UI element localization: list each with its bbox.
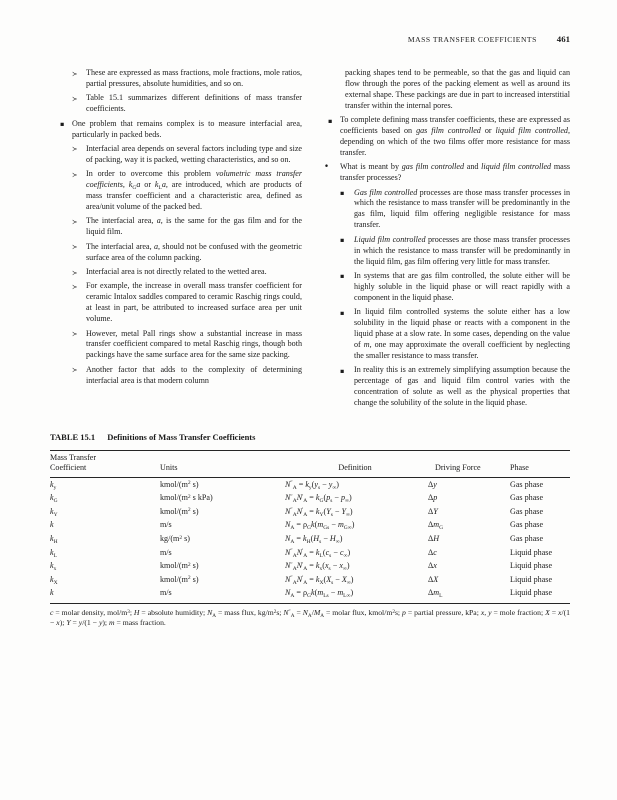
list-item: [50, 281, 302, 325]
cell-driving-force: ΔY: [428, 506, 438, 516]
cell-driving-force: ΔX: [428, 574, 439, 584]
list-item-text: For example, the increase in overall mass transfer coefficient for ceramic Intalox saddles compared to ceramic Raschig rings could, at least in part, be attributed to increased surface area per unit volume.: [86, 281, 302, 324]
bullet-icon: ≻: [72, 282, 78, 291]
list-item: [318, 365, 570, 409]
list-item-text: Table 15.1 summarizes different definitions of mass transfer coefficients.: [86, 93, 302, 114]
cell-units: kmol/($m^2$ s): [160, 506, 199, 516]
cell-coefficient: k: [50, 588, 54, 598]
cell-driving-force: $\Delta m_G$: [428, 520, 444, 532]
cell-definition: $N''_AN'_A = k_X(X_s - X_\infty)$: [285, 574, 354, 586]
bullet-icon: ≻: [72, 69, 78, 78]
cell-units: kmol/($m^2$ s): [160, 561, 199, 571]
list-item: [318, 162, 570, 184]
column-header-definition: Definition: [285, 451, 425, 477]
list-item-text: These are expressed as mass fractions, mole fractions, mole ratios, partial pressures, absolute humidities, and so on.: [86, 68, 302, 88]
list-item-text: Interfacial area depends on several factors including type and size of packing, way it is packed, wetting characteristics, and so on.: [86, 143, 302, 164]
list-item-text: Liquid film controlled processes are those mass transfer processes in which the resistance to mass transfer will be predominantly in the liquid film, gas film offering very little for mass transfer.: [354, 234, 570, 266]
cell-coefficient: k: [50, 520, 54, 530]
list-item-text: Interfacial area is not directly related to the wetted area.: [86, 267, 267, 276]
page-number: 461: [556, 34, 570, 44]
cell-definition: $N''_A = k_y(y_s - y_\infty)$: [285, 479, 339, 491]
list-item: [318, 188, 570, 232]
cell-coefficient: $k_y$: [50, 479, 57, 491]
bullet-icon: ▪: [340, 189, 345, 198]
cell-phase: Gas phase: [510, 506, 544, 516]
list-item-text: In order to overcome this problem volumetric mass transfer coefficients, $k_Ga$ or $k_La$, are introduced, which are products of mass transfer coefficient and a characteristic area, defined as area/unit volume of the packed bed.: [86, 169, 302, 211]
bullet-icon: ▪: [60, 120, 65, 129]
bullet-icon: ≻: [72, 366, 78, 375]
bullet-icon: ▪: [340, 272, 345, 281]
cell-phase: Liquid phase: [510, 588, 553, 598]
table-row: [50, 559, 570, 573]
bullet-icon: ≻: [72, 170, 78, 179]
bullet-icon: ≻: [72, 145, 78, 154]
list-item: [50, 144, 302, 166]
table-row: [50, 477, 570, 491]
cell-coefficient: $k_G$: [50, 493, 58, 505]
list-item: [50, 267, 302, 278]
list-item-text: However, metal Pall rings show a substantial increase in mass transfer coefficient compared to metal Raschig rings, though both packings have the same surface area for the same size packing.: [86, 328, 302, 360]
table-bottom-rule: [50, 603, 570, 604]
right-column: [318, 68, 570, 412]
bullet-icon: ▪: [340, 366, 345, 375]
cell-units: m/s: [160, 547, 172, 557]
list-item: [50, 169, 302, 213]
column-header-coefficient: Mass Transfer Coefficient: [50, 451, 160, 477]
left-column: [50, 68, 302, 412]
list-item: [318, 68, 570, 112]
list-item-text: What is meant by gas film controlled and liquid film controlled mass transfer processes?: [340, 162, 571, 183]
cell-definition: $N''_AN'_A = k_x(x_s - x_\infty)$: [285, 561, 350, 573]
table-header-row: [50, 451, 570, 477]
cell-driving-force: Δc: [428, 547, 437, 557]
cell-coefficient: $k_X$: [50, 574, 58, 586]
cell-coefficient: $k_H$: [50, 534, 58, 545]
list-item-text: In systems that are gas film controlled, the solute either will be highly soluble in the liquid phase or will react rapidly with a component in the liquid phase.: [354, 270, 570, 302]
cell-definition: $N''_AN'_A = k_L(c_s - c_\infty)$: [285, 547, 351, 559]
list-item-text: In liquid film controlled systems the solute either has a low solubility in the liquid phase or reacts with a component in the liquid phase at a slow rate. In some cases, depending on the value of m, one may approximate the overall coefficient by neglecting the smaller resistance to mass transfer.: [354, 307, 571, 360]
list-item-text: To complete defining mass transfer coefficients, these are expressed as coefficients based on gas film controlled or liquid film controlled, depending on which of the two films offer more resistance for mass transfer.: [340, 115, 570, 157]
definitions-table-section: [50, 432, 570, 628]
list-item: [318, 307, 570, 362]
cell-driving-force: Δy: [428, 479, 437, 489]
table-caption-label: TABLE 15.1: [50, 432, 96, 443]
list-item: [50, 329, 302, 362]
cell-definition: $N_A = k_H(H_s - H_\infty)$: [285, 534, 343, 545]
cell-definition: $N_A = \rho_Gk(m_{Gs} - m_{G\infty})$: [285, 520, 355, 532]
cell-coefficient: $k_x$: [50, 561, 57, 573]
bullet-icon: ≻: [72, 330, 78, 339]
cell-definition: $N_A = \rho_Gk(m_{Ls} - m_{L\infty})$: [285, 588, 354, 600]
table-row: [50, 573, 570, 587]
column-header-units: Units: [160, 451, 285, 477]
cell-driving-force: ΔH: [428, 534, 440, 544]
bullet-icon: ▪: [340, 308, 345, 317]
cell-definition: $N''_AN'_A = k_Y(Y_s - Y_\infty)$: [285, 506, 353, 518]
cell-units: m/s: [160, 588, 172, 598]
table-footnote: c = molar density, mol/$m^3$; H = absolute humidity; $N_A$ = mass flux, $kg/m^2s$; $N''_A = N_A/M_A$ = molar flux, kmol/$m^2s$; p = partial pressure, kPa; x, y = mole fraction; X = x/(1 − x); Y = y/(1 − y); m = mass fraction.: [50, 608, 571, 627]
cell-units: m/s: [160, 520, 172, 530]
list-item: [318, 271, 570, 304]
column-header-driving-force: Driving Force: [425, 451, 505, 477]
list-item: [50, 93, 302, 115]
cell-phase: Gas phase: [510, 479, 544, 489]
table-row: [50, 546, 570, 560]
cell-coefficient: $k_Y$: [50, 506, 58, 518]
column-header-phase: Phase: [505, 451, 570, 477]
cell-phase: Gas phase: [510, 493, 544, 503]
bullet-icon: ▪: [340, 236, 345, 245]
cell-units: kmol/($m^2$ s): [160, 574, 199, 584]
list-item: [50, 365, 302, 387]
list-item: [50, 68, 302, 90]
list-item: [318, 235, 570, 268]
cell-phase: Liquid phase: [510, 561, 553, 571]
list-item-text: packing shapes tend to be permeable, so that the gas and liquid can flow through the pores of the packing element as well as around its external shape. These packings are due in part to increased interstitial transfer within the internal pores.: [345, 68, 570, 110]
text-columns: [50, 68, 570, 412]
cell-coefficient: $k_L$: [50, 547, 57, 559]
cell-phase: Gas phase: [510, 534, 544, 544]
list-item-text: In reality this is an extremely simplifying assumption because the percentage of gas and liquid film control varies with the concentration of solute as well as the physical properties that change the solubility of the solute in the liquid phase.: [354, 365, 570, 407]
bullet-icon: ≻: [72, 94, 78, 103]
table-row: [50, 505, 570, 519]
cell-phase: Liquid phase: [510, 547, 553, 557]
table-row: [50, 586, 570, 603]
bullet-icon: ≻: [72, 217, 78, 226]
cell-units: kmol/($m^2$ s): [160, 479, 199, 489]
cell-phase: Gas phase: [510, 520, 544, 530]
list-item: [50, 242, 302, 264]
cell-driving-force: $\Delta m_L$: [428, 588, 443, 600]
bullet-icon: ≻: [72, 243, 78, 252]
bullet-icon: ≻: [72, 268, 78, 277]
list-item-text: One problem that remains complex is to measure interfacial area, particularly in packed beds.: [72, 118, 302, 139]
cell-driving-force: Δx: [428, 561, 437, 571]
list-item: [50, 216, 302, 238]
cell-units: kmol/($m^2$ s kPa): [160, 493, 213, 503]
bullet-icon: •: [324, 161, 330, 172]
list-item-text: The interfacial area, a, should not be confused with the geometric surface area of the column packing.: [86, 241, 302, 262]
running-title: MASS TRANSFER COEFFICIENTS: [407, 35, 537, 44]
cell-phase: Liquid phase: [510, 574, 553, 584]
cell-units: $kg/(m^2$ s): [160, 534, 190, 544]
cell-definition: $N''_AN'_A = k_G(p_s - p_\infty)$: [285, 493, 352, 505]
table-row: [50, 518, 570, 532]
bullet-icon: ▪: [328, 116, 333, 125]
cell-driving-force: Δp: [428, 493, 438, 503]
definitions-table: [50, 450, 570, 603]
table-row: [50, 532, 570, 546]
list-item-text: The interfacial area, a, is the same for the gas film and for the liquid film.: [86, 216, 303, 237]
list-item-text: Another factor that adds to the complexity of determining interfacial area is that modern column: [86, 364, 302, 385]
running-head: [50, 34, 570, 44]
list-item-text: Gas film controlled processes are those mass transfer processes in which the resistance to mass transfer will be predominantly in the gas film, liquid film offering negligible resistance for mass transfer.: [354, 187, 570, 230]
table-row: [50, 491, 570, 505]
table-caption-title: Definitions of Mass Transfer Coefficients: [107, 432, 256, 443]
list-item: [50, 119, 302, 141]
list-item: [318, 115, 570, 159]
table-caption: [50, 432, 570, 442]
